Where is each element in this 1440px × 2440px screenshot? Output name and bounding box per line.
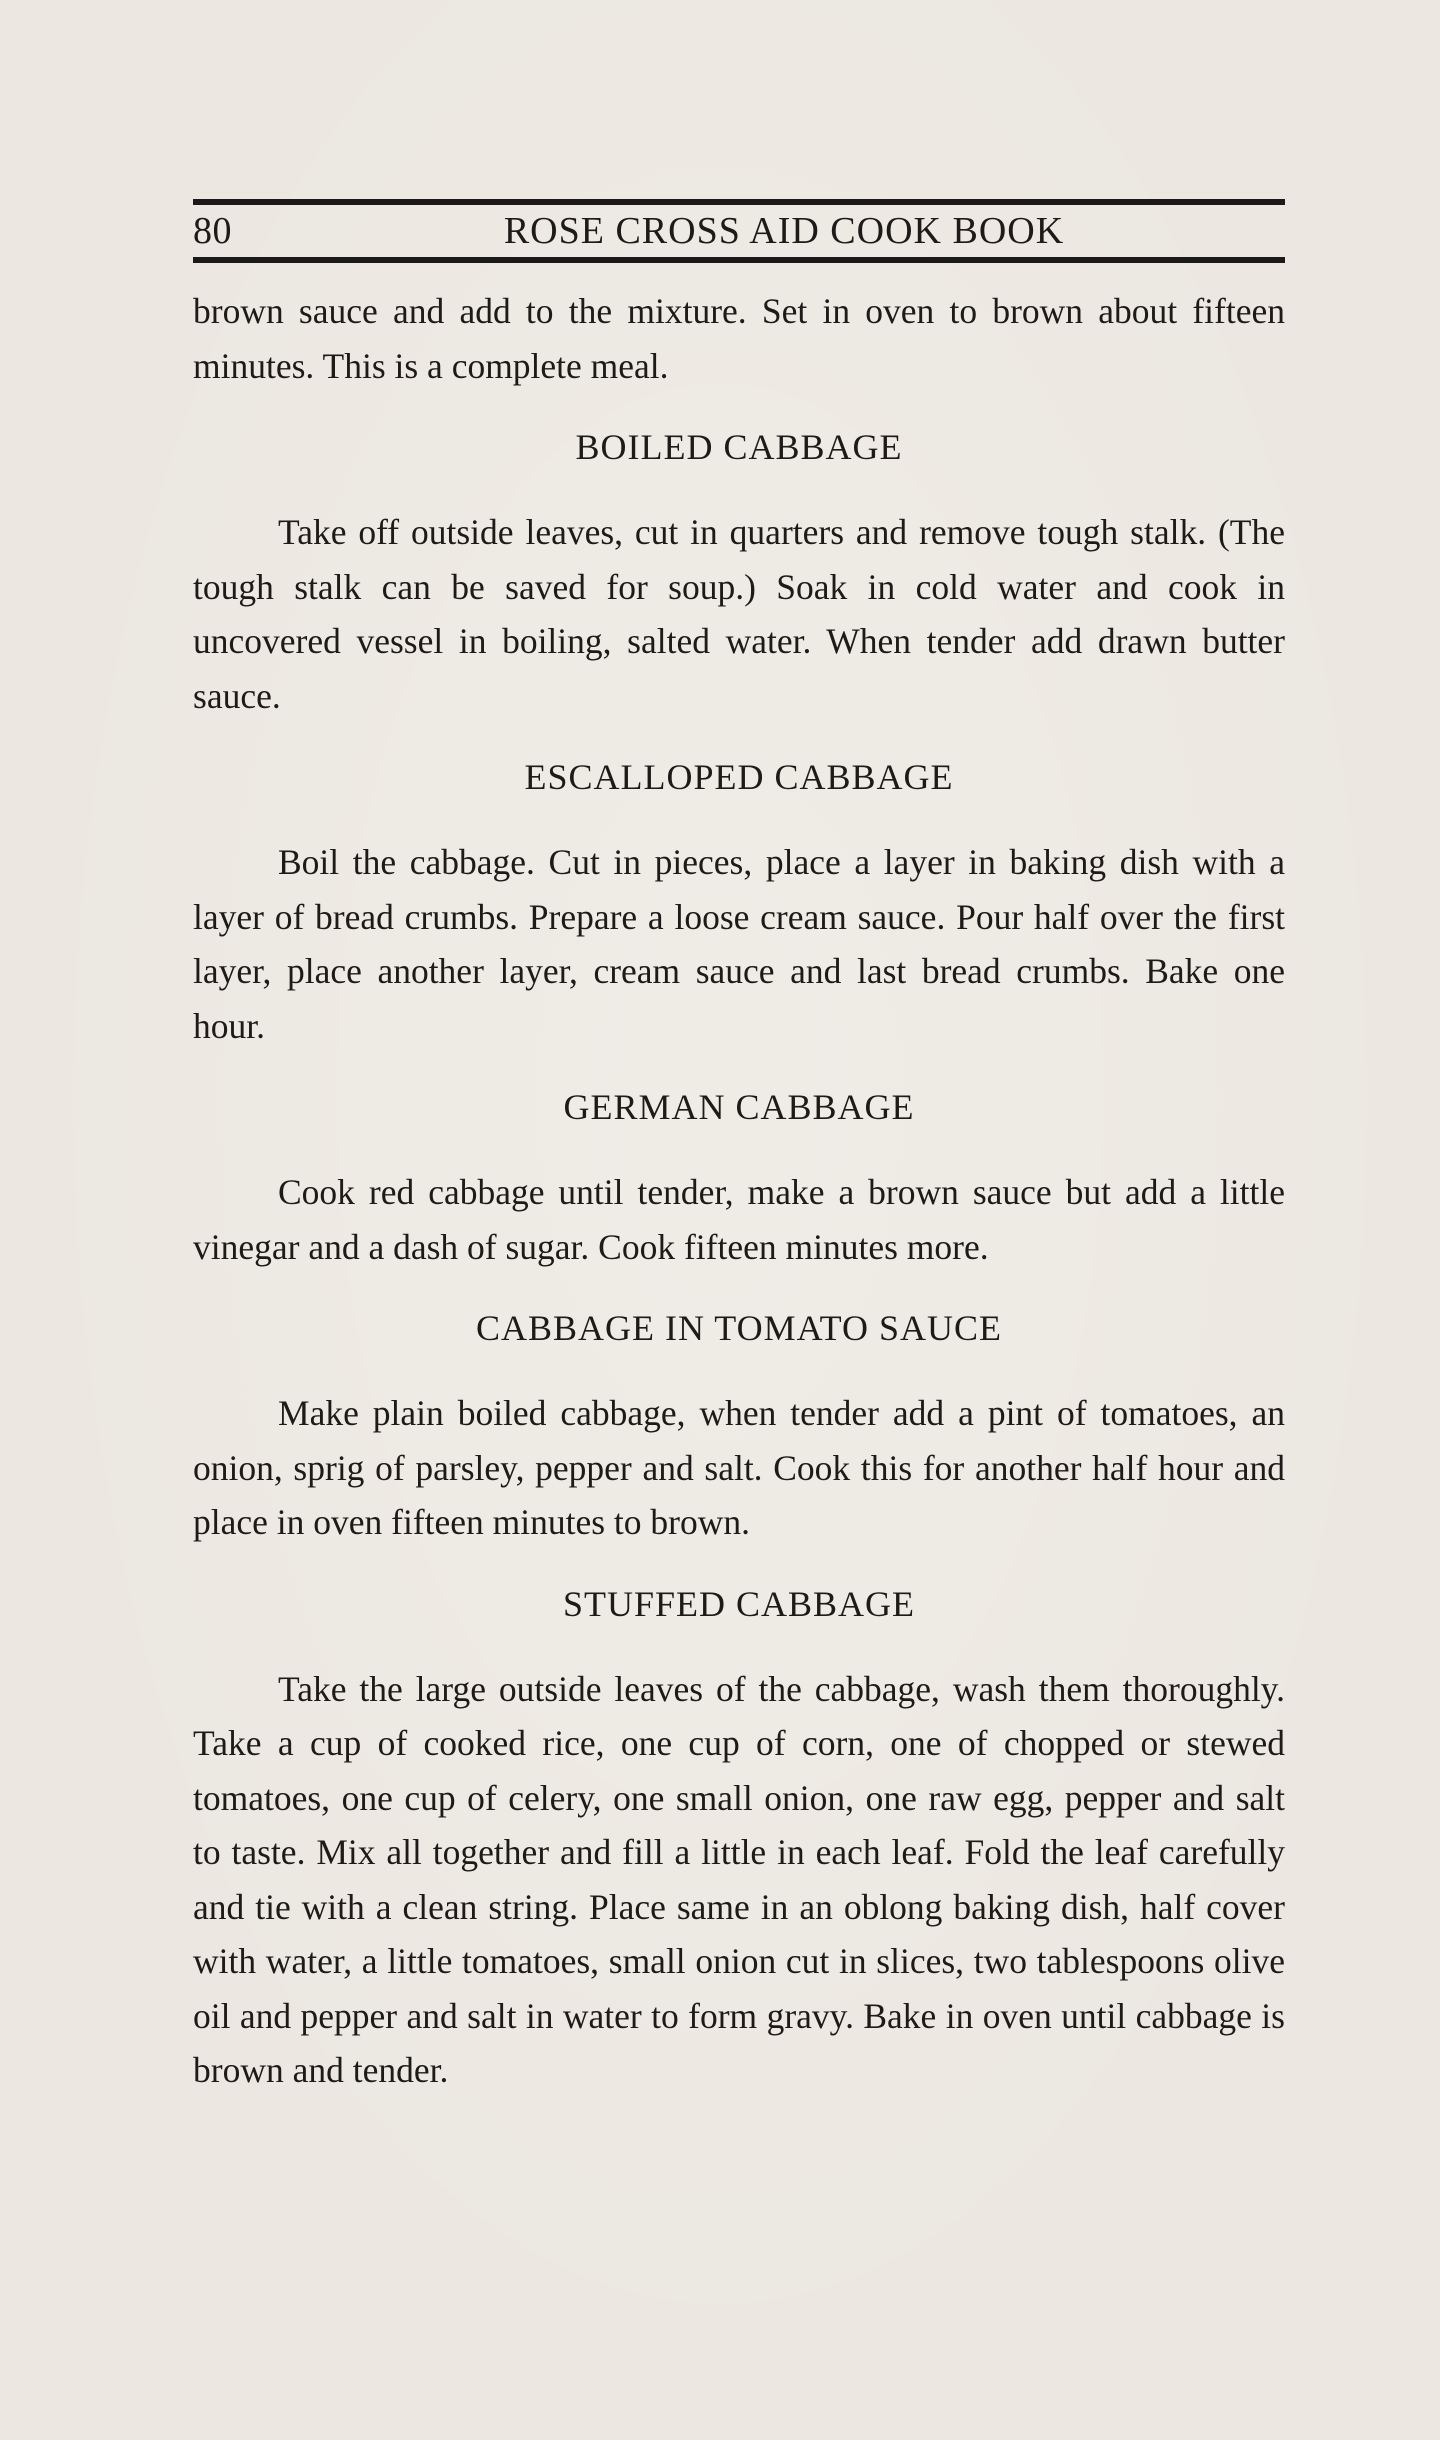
recipe-title-german-cabbage: GERMAN CABBAGE (563, 1087, 915, 1127)
intro-paragraph: brown sauce and add to the mixture. Set in oven to brown about fifteen minutes. This is a complete meal. (193, 291, 1285, 386)
header-rule-top (193, 199, 1285, 205)
running-head: ROSE CROSS AID COOK BOOK (503, 210, 1065, 252)
recipe-text-stuffed-cabbage: Take the large outside leaves of the cabbage, wash them thoroughly. Take a cup of cooked rice, one cup of corn, one of chopped or stewed tomatoes, one cup of celery, one small onion, one raw egg, pepper and salt to taste. Mix all together and fill a little in each leaf. Fold the leaf carefully and tie with a clean string. Place same in an oblong baking dish, half cover with water, a little tomatoes, small onion cut in slices, two tablespoons olive oil and pepper and salt in water to form gravy. Bake in oven until cabbage is brown and tender. (193, 1668, 1285, 2090)
recipe-text-cabbage-in-tomato-sauce: Make plain boiled cabbage, when tender add a pint of tomatoes, an onion, sprig of parsley, pepper and salt. Cook this for another half hour and place in oven fifteen minutes to brown. (193, 1393, 1285, 1542)
recipe-text-boiled-cabbage: Take off outside leaves, cut in quarters and remove tough stalk. (The tough stalk can be saved for soup.) Soak in cold water and cook in uncovered vessel in boiling, salted water. When tender add drawn butter sauce. (193, 512, 1285, 716)
page-number: 80 (193, 210, 232, 252)
recipe-title-boiled-cabbage: BOILED CABBAGE (575, 427, 903, 467)
recipe-title-stuffed-cabbage: STUFFED CABBAGE (562, 1583, 916, 1624)
page-header (193, 199, 1285, 265)
page-body (193, 284, 1285, 2098)
header-rule-bottom (193, 257, 1285, 263)
recipe-text-escalloped-cabbage: Boil the cabbage. Cut in pieces, place a layer in baking dish with a layer of bread crumbs. Prepare a loose cream sauce. Pour half over the first layer, place another layer, cream sauce and last bread crumbs. Bake one hour. (193, 842, 1285, 1046)
recipe-text-german-cabbage: Cook red cabbage until tender, make a brown sauce but add a little vinegar and a dash of sugar. Cook fifteen minutes more. (193, 1172, 1285, 1267)
recipe-title-escalloped-cabbage: ESCALLOPED CABBAGE (524, 757, 954, 797)
recipe-title-cabbage-in-tomato-sauce: CABBAGE IN TOMATO SAUCE (475, 1308, 1003, 1348)
